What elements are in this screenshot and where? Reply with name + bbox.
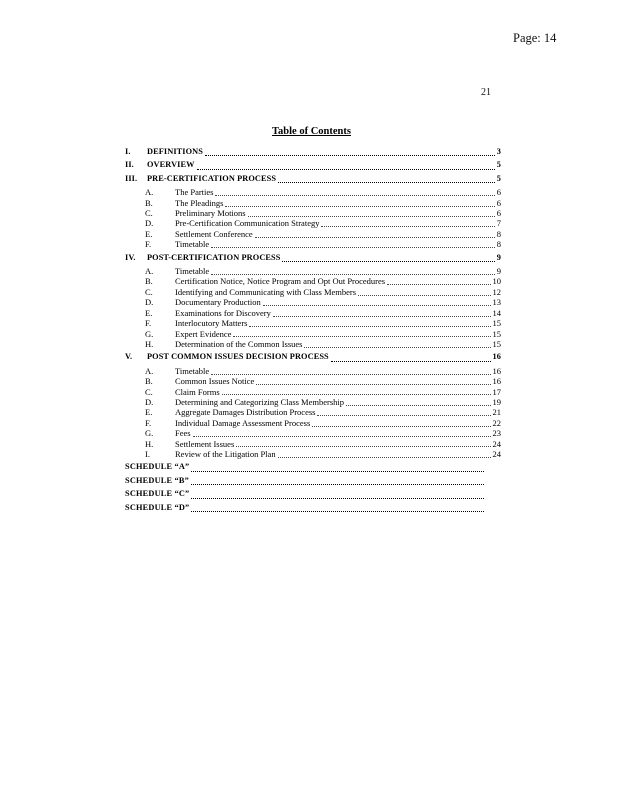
toc-page-number: 5	[496, 160, 501, 170]
toc-entry-label: Settlement Conference	[175, 228, 253, 239]
toc-section-row	[125, 352, 501, 362]
toc-marker: A.	[145, 187, 154, 198]
dot-leader	[263, 305, 491, 306]
toc-entry-label: Claim Forms	[175, 386, 220, 397]
dot-leader	[225, 206, 494, 207]
toc-page-number: 15	[492, 328, 501, 339]
toc-item-row	[125, 428, 501, 438]
toc-marker: F.	[145, 417, 152, 428]
toc-entry-label: Review of the Litigation Plan	[175, 448, 276, 459]
toc-page-number: 8	[496, 228, 501, 239]
folio-page-number: 21	[481, 87, 491, 98]
toc-entry-label: Expert Evidence	[175, 328, 232, 339]
toc-page-number: 13	[492, 297, 501, 308]
toc-entry-label: SCHEDULE “D”	[125, 502, 190, 512]
toc-marker: B.	[145, 376, 153, 387]
toc-entry-label: OVERVIEW	[147, 160, 195, 170]
toc-marker: I.	[125, 147, 131, 156]
toc-marker: C.	[145, 208, 153, 219]
toc-page-number: 5	[496, 173, 501, 183]
dot-leader	[222, 394, 491, 395]
toc-item-row	[125, 339, 501, 349]
toc-item-row	[125, 318, 501, 328]
toc-page-number: 9	[496, 266, 501, 277]
toc-entry-label: Settlement Issues	[175, 438, 235, 449]
toc-item-row	[125, 407, 501, 417]
toc-item-row	[125, 187, 501, 197]
dot-leader	[236, 446, 490, 447]
toc-item-row	[125, 439, 501, 449]
toc-entry-label: Fees	[175, 428, 191, 439]
toc-entry-label: Aggregate Damages Distribution Process	[175, 407, 316, 418]
toc-marker: G.	[145, 328, 154, 339]
dot-leader	[211, 274, 495, 275]
toc-page-number: 8	[496, 239, 501, 250]
dot-leader	[321, 226, 494, 227]
toc-entry-label: SCHEDULE “A”	[125, 462, 190, 472]
toc-marker: D.	[145, 396, 154, 407]
toc-entry-label: Timetable	[175, 266, 210, 277]
toc-marker: E.	[145, 228, 153, 239]
toc-page-number: 15	[492, 318, 501, 329]
dot-leader	[205, 155, 495, 156]
toc-entry-label: The Parties	[175, 187, 214, 198]
header-page-label: Page: 14	[513, 31, 557, 45]
toc-page-number: 9	[496, 252, 501, 262]
toc-page-number: 15	[492, 338, 501, 349]
toc-section-row	[125, 160, 501, 170]
toc-page-number: 24	[492, 448, 501, 459]
toc-section-row	[125, 174, 501, 184]
dot-leader	[387, 284, 490, 285]
dot-leader	[191, 498, 484, 499]
dot-leader	[312, 426, 490, 427]
dot-leader	[278, 457, 491, 458]
dot-leader	[249, 326, 490, 327]
toc-entry-label: POST-CERTIFICATION PROCESS	[147, 252, 281, 262]
toc-entry-label: Certification Notice, Notice Program and Opt Out Procedures	[175, 276, 386, 287]
toc-marker: V.	[125, 352, 133, 362]
toc-entry-label: SCHEDULE “B”	[125, 475, 189, 485]
dot-leader	[358, 295, 490, 296]
dot-leader	[317, 415, 490, 416]
toc-page-number: 6	[496, 197, 501, 208]
toc-entry-label: Preliminary Motions	[175, 208, 246, 219]
toc-marker: D.	[145, 218, 154, 229]
toc-item-row	[125, 449, 501, 459]
dot-leader	[191, 484, 484, 485]
toc-entry-label: Timetable	[175, 239, 210, 250]
dot-leader	[304, 347, 490, 348]
toc-section-row	[125, 253, 501, 263]
toc-entry-label: Timetable	[175, 365, 210, 376]
toc-marker: C.	[145, 286, 153, 297]
toc-item-row	[125, 376, 501, 386]
toc-entry-label: Documentary Production	[175, 297, 261, 308]
toc-item-row	[125, 218, 501, 228]
toc-item-row	[125, 229, 501, 239]
toc-page-number: 16	[492, 376, 501, 387]
toc-marker: H.	[145, 438, 154, 449]
toc-marker: E.	[145, 307, 153, 318]
dot-leader	[255, 237, 495, 238]
toc-item-row	[125, 329, 501, 339]
toc-marker: B.	[145, 276, 153, 287]
dot-leader	[191, 471, 484, 472]
dot-leader	[211, 247, 495, 248]
toc-section-row	[125, 147, 501, 157]
dot-leader	[273, 316, 491, 317]
toc-item-row	[125, 366, 501, 376]
toc-schedule-row	[125, 489, 501, 499]
toc-item-row	[125, 266, 501, 276]
toc-marker: A.	[145, 365, 154, 376]
toc-entry-label: POST COMMON ISSUES DECISION PROCESS	[147, 352, 329, 362]
toc-item-row	[125, 308, 501, 318]
toc-page-number: 3	[496, 147, 501, 156]
page-title: Table of Contents	[272, 126, 351, 137]
toc-page-number: 19	[492, 396, 501, 407]
dot-leader	[233, 336, 490, 337]
toc-entry-label: PRE-CERTIFICATION PROCESS	[147, 173, 277, 183]
toc-marker: III.	[125, 173, 138, 183]
toc-page-number: 16	[492, 365, 501, 376]
toc-schedule-row	[125, 503, 501, 513]
toc-page-number: 17	[492, 386, 501, 397]
toc-marker: F.	[145, 239, 152, 250]
toc-page-number: 22	[492, 417, 501, 428]
toc-marker: E.	[145, 407, 153, 418]
toc-marker: F.	[145, 318, 152, 329]
dot-leader	[211, 374, 490, 375]
toc-item-row	[125, 397, 501, 407]
toc-entry-label: Interlocutory Matters	[175, 318, 248, 329]
toc-item-row	[125, 239, 501, 249]
toc-page-number: 7	[496, 218, 501, 229]
toc-page-number: 10	[492, 276, 501, 287]
dot-leader	[331, 361, 491, 362]
toc-schedule-row	[125, 462, 501, 472]
toc-item-row	[125, 297, 501, 307]
dot-leader	[282, 261, 494, 262]
toc-page-number: 6	[496, 187, 501, 198]
toc-marker: G.	[145, 428, 154, 439]
toc-page-number: 16	[492, 352, 501, 362]
dot-leader	[215, 195, 494, 196]
toc-page-number: 23	[492, 428, 501, 439]
toc-item-row	[125, 387, 501, 397]
toc-marker: B.	[145, 197, 153, 208]
table-of-contents	[125, 144, 501, 516]
toc-entry-label: Determination of the Common Issues	[175, 338, 303, 349]
dot-leader	[256, 384, 490, 385]
toc-marker: D.	[145, 297, 154, 308]
toc-entry-label: Individual Damage Assessment Process	[175, 417, 311, 428]
toc-entry-label: Identifying and Communicating with Class Members	[175, 286, 357, 297]
toc-entry-label: DEFINITIONS	[147, 147, 203, 156]
toc-entry-label: Determining and Categorizing Class Membership	[175, 396, 345, 407]
toc-marker: A.	[145, 266, 154, 277]
dot-leader	[197, 169, 495, 170]
toc-page-number: 24	[492, 438, 501, 449]
toc-entry-label: SCHEDULE “C”	[125, 489, 190, 499]
toc-item-row	[125, 198, 501, 208]
toc-page-number: 12	[492, 286, 501, 297]
toc-entry-label: Examinations for Discovery	[175, 307, 271, 318]
toc-page-number: 6	[496, 208, 501, 219]
toc-item-row	[125, 276, 501, 286]
toc-marker: IV.	[125, 252, 136, 262]
dot-leader	[278, 182, 495, 183]
dot-leader	[346, 405, 490, 406]
toc-marker: C.	[145, 386, 153, 397]
dot-leader	[193, 436, 491, 437]
toc-page-number: 21	[492, 407, 501, 418]
toc-page-number: 14	[492, 307, 501, 318]
dot-leader	[191, 511, 484, 512]
toc-item-row	[125, 418, 501, 428]
toc-entry-label: Pre-Certification Communication Strategy	[175, 218, 320, 229]
toc-entry-label: The Pleadings	[175, 197, 224, 208]
toc-item-row	[125, 287, 501, 297]
toc-marker: H.	[145, 338, 154, 349]
dot-leader	[248, 216, 495, 217]
toc-marker: I.	[145, 448, 150, 459]
toc-entry-label: Common Issues Notice	[175, 376, 255, 387]
toc-schedule-row	[125, 476, 501, 486]
toc-marker: II.	[125, 160, 134, 170]
toc-item-row	[125, 208, 501, 218]
